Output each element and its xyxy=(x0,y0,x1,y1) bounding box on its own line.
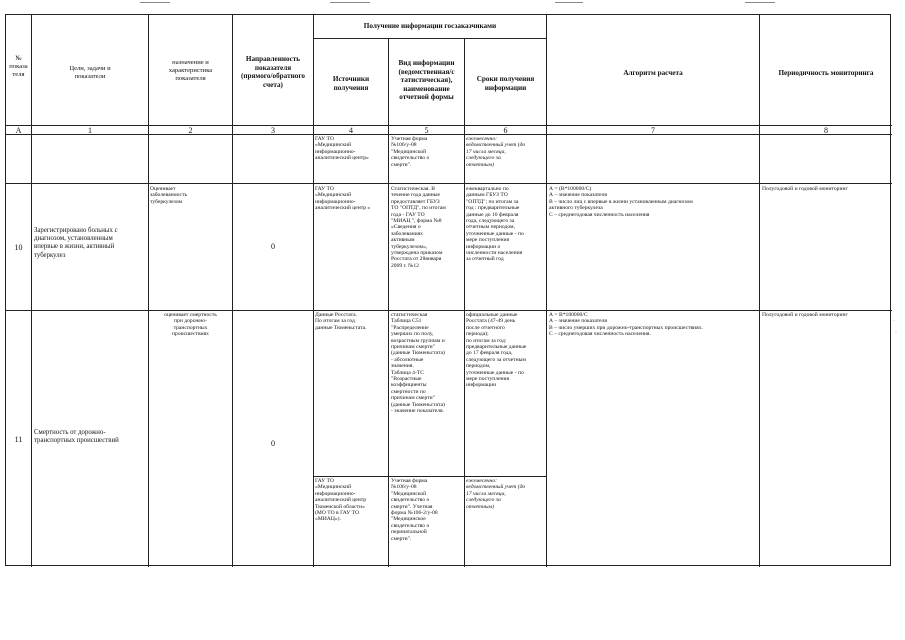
indicator-goal: Зарегистрировано больных с диагнозом, установленным впервые в жизни, активный туберкулез xyxy=(34,227,118,259)
col-divider xyxy=(232,15,233,567)
info-type-cell: Статистическая. В течение года данные предоставляет ГБУЗ ТО "ОПТД", по итогам года - ГАУ ТО "МИАЦ ", форма №8 «Сведения о заболеваниях активным туберкулезом», утверждена приказом Росстата от 28января 2009 г. №12 xyxy=(391,186,446,269)
header-col-purpose: назначение и характеристика показателя xyxy=(168,59,213,82)
row-divider xyxy=(6,183,892,184)
header-col-num: № показа теля xyxy=(9,55,28,78)
row-divider xyxy=(6,310,892,311)
col-divider xyxy=(31,15,32,567)
index-cell: 7 xyxy=(651,126,655,135)
indicator-direction: 0 xyxy=(271,439,275,448)
source-cell: ГАУ ТО «Медицинский информационно- аналитический центр Тюменской области» (МО ТО в ГАУ ТО «МИАЦ»). xyxy=(315,478,367,523)
algorithm-cell: А = В*100000/С А – значение показателя В – число умерших при дорожно-транспортных происшествиях. С – среднегодовая численность населения. xyxy=(549,312,703,338)
source-cell: Данные Росстата. По итогам за год данные Тюменьстата. xyxy=(315,312,367,331)
col-divider xyxy=(148,15,149,567)
row-divider xyxy=(313,38,546,39)
scan-mark: · xyxy=(895,330,897,336)
index-cell: 6 xyxy=(503,126,508,135)
indicator-number: 11 xyxy=(14,435,23,444)
terms-cell: ежемесячно: ведомственный учет (до 17 числа месяца, следующего за отчетным) xyxy=(466,136,526,168)
terms-cell: ежеквартально по данным ГБУЗ ТО "ОПТД"; по итогам за год : предварительные данные до 10 февраля года, следующего за отчетным периодом, уточненные данные - по мере поступления информации о численности населения за отчетный год xyxy=(466,186,524,263)
index-cell: 8 xyxy=(824,126,828,135)
indicator-direction: 0 xyxy=(271,242,275,251)
scan-mark: · xyxy=(893,318,895,324)
info-type-cell: Учетная форма №106/у-08 "Медицинской свидетельство о смерти". xyxy=(391,136,430,168)
header-group-title: Получение информации госзаказчиками xyxy=(363,22,497,30)
scan-mark xyxy=(745,2,775,3)
index-cell: 5 xyxy=(424,126,429,135)
info-type-cell: статистическая Таблица С51 "Распределение умерших по полу, возрастным группам и причинам смерти" (данные Тюменьстата) - абсолютные значения. Таблица 4-ТС "Возрастные коэффициенты смертности по причинам смерти" (данные Тюменьстата) - значение показателя. xyxy=(391,312,445,415)
index-cell: 3 xyxy=(271,126,275,135)
terms-cell: официальные данные Росстата (47-49 день после отчетного периода); по итогам за год: предварительные данные до 17 февраля года, следующего за отчетным периодом, уточненные данные - по мере поступления информации xyxy=(466,312,527,389)
col-divider xyxy=(313,15,314,567)
col-divider xyxy=(388,38,389,567)
indicators-table xyxy=(5,14,891,566)
scan-mark xyxy=(330,2,370,3)
period-cell: Полугодовой и годовой мониторинг xyxy=(762,312,848,318)
scan-mark xyxy=(555,2,583,3)
header-col-terms: Сроки получения информации xyxy=(476,75,535,92)
scan-mark xyxy=(140,2,170,3)
header-col-direction: Направленность показателя (прямого/обратного счета) xyxy=(240,55,306,89)
source-cell: ГАУ ТО «Медицинский информационно- аналитический центр » xyxy=(315,186,371,212)
algorithm-cell: А = (В*100000/С) А – значение показателя В – число лиц с впервые в жизни установленным диагнозом активного туберкулеза С – среднегодовая численность населения xyxy=(549,186,693,218)
indicator-purpose: Оценивает заболеваемость туберкулезом xyxy=(150,186,188,205)
header-col-info-type: Вид информации (ведомственная/с татистическая), наименование отчетной формы xyxy=(398,59,455,102)
header-col-goals: Цели, задачи и показатели xyxy=(69,65,111,80)
row-divider xyxy=(313,476,546,477)
header-col-sources: Источники получения xyxy=(332,75,370,92)
row-divider xyxy=(6,125,892,126)
index-cell: 2 xyxy=(188,126,193,135)
index-cell: 1 xyxy=(88,126,92,135)
indicator-purpose: оценивает смертность при дорожно- транспортных происшествиях xyxy=(164,312,217,338)
index-cell: А xyxy=(15,126,22,135)
header-col-period: Периодичность мониторинга xyxy=(778,69,874,77)
col-divider xyxy=(464,38,465,567)
index-cell: 4 xyxy=(349,126,353,135)
source-cell: ГАУ ТО «Медицинский информационно- аналитический центр» xyxy=(315,136,369,162)
indicator-goal: Смертность от дорожно- транспортных происшествий xyxy=(34,429,119,445)
col-divider xyxy=(759,15,760,567)
period-cell: Полугодовой и годовой мониторинг xyxy=(762,186,848,192)
header-col-algorithm: Алгоритм расчета xyxy=(623,69,683,77)
col-divider xyxy=(546,15,547,567)
terms-cell: ежемесячно: ведомственный учет (до 17 числа месяца, следующего за отчетным) xyxy=(466,478,526,510)
indicator-number: 10 xyxy=(14,243,23,252)
info-type-cell: Учетная форма №106/у-08 "Медицинской свидетельство о смерти". Учетная форма №106-2/у-08 "Медицинское свидетельство о перинатальной смерти". xyxy=(391,478,438,542)
